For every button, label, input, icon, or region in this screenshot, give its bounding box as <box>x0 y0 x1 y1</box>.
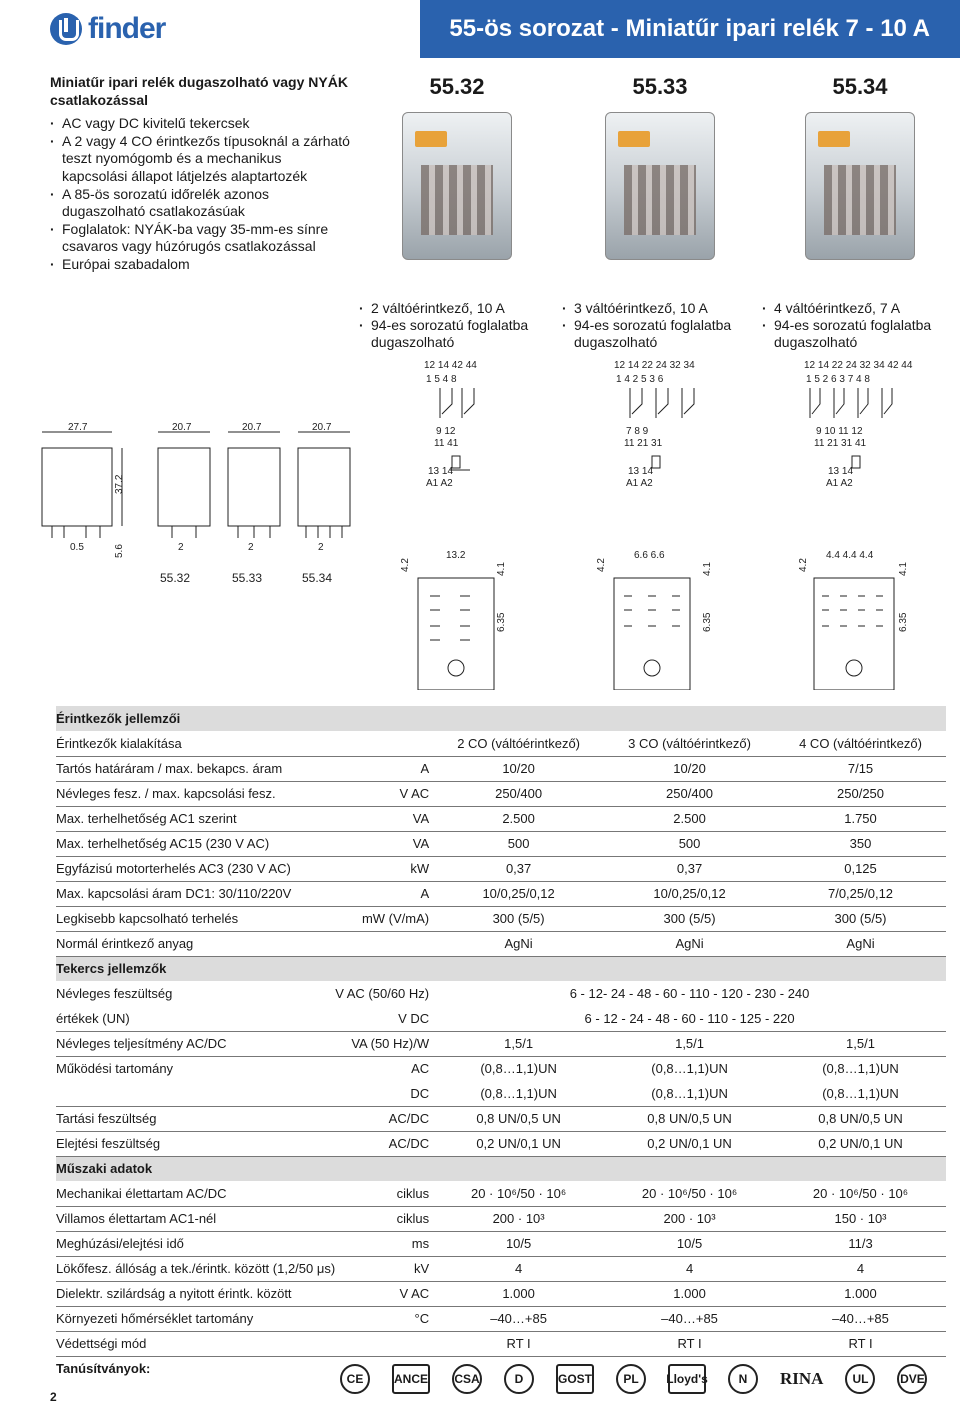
dim-label: 20.7 <box>172 422 192 433</box>
spec-unit: kV <box>335 1256 433 1281</box>
dim-label: 4.1 <box>702 562 713 576</box>
spec-value: AgNi <box>775 931 946 956</box>
terminal-labels: 11 21 31 <box>624 438 663 449</box>
dim-label: 4.2 <box>596 558 607 572</box>
dim-label: 4.2 <box>798 558 809 572</box>
spec-value: (0,8…1,1)UN <box>775 1081 946 1106</box>
spec-label <box>56 1081 335 1106</box>
spec-unit: ciklus <box>335 1206 433 1231</box>
spec-value: 10/0,25/0,12 <box>433 881 604 906</box>
spec-value: (0,8…1,1)UN <box>604 1081 775 1106</box>
spec-value: 200 · 10³ <box>433 1206 604 1231</box>
terminal-labels: 11 41 <box>434 438 459 449</box>
spec-value: AgNi <box>433 931 604 956</box>
spec-unit: VA <box>335 806 433 831</box>
spec-value: 4 <box>604 1256 775 1281</box>
spec-value: 1,5/1 <box>604 1031 775 1056</box>
spec-unit: V AC <box>335 781 433 806</box>
finder-logo-icon <box>50 13 82 45</box>
spec-value: 350 <box>775 831 946 856</box>
spec-label: Környezeti hőmérséklet tartomány <box>56 1306 335 1331</box>
spec-table <box>56 706 946 1381</box>
dim-label: 2 <box>178 542 184 553</box>
spec-label: Érintkezők kialakítása <box>56 731 335 756</box>
product-55-32 <box>357 74 557 351</box>
spec-label: Meghúzási/elejtési idő <box>56 1231 335 1256</box>
dim-label: 13.2 <box>446 550 466 561</box>
spec-value: 250/250 <box>775 781 946 806</box>
product-code: 55.33 <box>632 74 688 99</box>
spec-value: 0,2 UN/0,1 UN <box>604 1131 775 1156</box>
spec-value: RT I <box>433 1331 604 1356</box>
spec-row <box>56 981 946 1006</box>
dim-label: 20.7 <box>312 422 332 433</box>
product-code: 55.34 <box>832 74 888 99</box>
spec-row <box>56 1206 946 1231</box>
spec-value: (0,8…1,1)UN <box>433 1081 604 1106</box>
cert-logo-icon: UL <box>845 1364 875 1394</box>
spec-value: 7/15 <box>775 756 946 781</box>
cert-logo-icon: D <box>504 1364 534 1394</box>
spec-value: 1.750 <box>775 806 946 831</box>
spec-unit: kW <box>335 856 433 881</box>
page-number: 2 <box>50 1390 57 1404</box>
spec-unit: AC/DC <box>335 1131 433 1156</box>
spec-row <box>56 1331 946 1356</box>
spec-row <box>56 1131 946 1156</box>
spec-value: 10/5 <box>604 1231 775 1256</box>
spec-value: (0,8…1,1)UN <box>822 1061 899 1077</box>
terminal-labels: 1 5 2 6 3 7 4 8 <box>806 374 870 385</box>
cert-logo-icon: ANCE <box>392 1364 430 1394</box>
spec-value: 6 - 12 - 24 - 48 - 60 - 110 - 125 - 220 <box>433 1006 946 1031</box>
spec-label: Egyfázisú motorterhelés AC3 (230 V AC) <box>56 856 335 881</box>
finder-logo <box>50 12 165 46</box>
relay-photo <box>605 112 715 260</box>
cert-logo-icon: PL <box>616 1364 646 1394</box>
spec-value: 10/20 <box>433 756 604 781</box>
page-title-bar <box>420 0 960 58</box>
dim-label: 4.1 <box>496 562 507 576</box>
spec-row <box>56 1281 946 1306</box>
spec-unit: DC <box>335 1081 433 1106</box>
coil-labels: A1 A2 <box>626 478 653 489</box>
relay-photo <box>402 112 512 260</box>
terminal-labels: 12 14 42 44 <box>424 360 477 371</box>
cert-logo-icon: CSA <box>452 1364 482 1394</box>
spec-value: (0,8…1,1)UN <box>480 1061 557 1077</box>
spec-value: 7/0,25/0,12 <box>775 881 946 906</box>
spec-label: Névleges fesz. / max. kapcsolási fesz. <box>56 781 335 806</box>
coil-labels: 13 14 <box>428 466 454 477</box>
spec-label: Működési tartomány <box>56 1061 174 1077</box>
section-header <box>56 1156 946 1181</box>
intro-bullet: · A 85-ös sorozatú időrelék azonos dugaszolható csatlakozásúak <box>50 186 350 221</box>
section-title: Műszaki adatok <box>56 1156 946 1181</box>
spec-value: RT I <box>775 1331 946 1356</box>
spec-value: 500 <box>604 831 775 856</box>
cert-logo-icon: N <box>728 1364 758 1394</box>
pcb-footprint-55-33 <box>596 550 713 690</box>
spec-unit: A <box>335 756 433 781</box>
spec-unit <box>335 1331 433 1356</box>
spec-value: 10/5 <box>433 1231 604 1256</box>
spec-value: –40…+85 <box>604 1306 775 1331</box>
dim-label: 4.4 4.4 4.4 <box>826 550 874 561</box>
cert-logo-icon: CE <box>340 1364 370 1394</box>
spec-value: 2.500 <box>604 806 775 831</box>
feature-item: · 3 váltóérintkező, 10 A <box>562 300 760 317</box>
spec-value: 10/0,25/0,12 <box>604 881 775 906</box>
dim-label: 6.6 6.6 <box>634 550 665 561</box>
cert-logo-icon: DVE <box>897 1364 927 1394</box>
page-title: 55-ös sorozat - Miniatűr ipari relék 7 - 10 A <box>449 15 930 42</box>
cert-logo-icon: GOST <box>556 1364 594 1394</box>
terminal-labels: 12 14 22 24 32 34 42 44 <box>804 360 913 371</box>
coil-labels: 13 14 <box>628 466 654 477</box>
spec-value: 1.000 <box>433 1281 604 1306</box>
terminal-labels: 1 4 2 5 3 6 <box>616 374 664 385</box>
spec-label: Tartós határáram / max. bekapcs. áram <box>56 756 335 781</box>
dim-label: 27.7 <box>68 422 88 433</box>
section-header <box>56 706 946 731</box>
spec-label: Max. terhelhetőség AC15 (230 V AC) <box>56 831 335 856</box>
header-logo-area <box>0 0 420 58</box>
spec-value: (0,8…1,1)UN <box>651 1061 728 1077</box>
terminal-labels: 9 10 11 12 <box>816 426 863 437</box>
spec-unit: mW (V/mA) <box>335 906 433 931</box>
spec-unit <box>335 731 433 756</box>
dim-label: 4.2 <box>400 558 411 572</box>
spec-value: 0,125 <box>775 856 946 881</box>
spec-value: 1.000 <box>604 1281 775 1306</box>
spec-row <box>56 856 946 881</box>
spec-label: Legkisebb kapcsolható terhelés <box>56 906 335 931</box>
spec-value: 1,5/1 <box>775 1031 946 1056</box>
spec-row <box>56 1006 946 1031</box>
intro-bullet: · Európai szabadalom <box>50 256 350 274</box>
terminal-labels: 7 8 9 <box>626 426 649 437</box>
feature-item: · 4 váltóérintkező, 7 A <box>762 300 960 317</box>
spec-value: 300 (5/5) <box>433 906 604 931</box>
feature-item: · 94-es sorozatú foglalatba dugaszolható <box>562 317 760 351</box>
spec-row <box>56 1181 946 1206</box>
spec-value: 500 <box>433 831 604 856</box>
dim-label: 6.35 <box>702 612 713 632</box>
feature-item: · 2 váltóérintkező, 10 A <box>359 300 557 317</box>
spec-value: 20 · 10⁶/50 · 10⁶ <box>775 1181 946 1206</box>
spec-row <box>56 1056 946 1081</box>
cert-logo-icon: Lloyd's <box>668 1364 706 1394</box>
spec-row <box>56 831 946 856</box>
spec-label: Max. kapcsolási áram DC1: 30/110/220V <box>56 881 335 906</box>
spec-label: Névleges teljesítmény AC/DC <box>56 1031 335 1056</box>
intro-bullet: · Foglalatok: NYÁK-ba vagy 35-mm-es sínre csavaros vagy húzórugós csatlakozással <box>50 221 350 256</box>
spec-value: 300 (5/5) <box>775 906 946 931</box>
spec-row <box>56 1256 946 1281</box>
spec-value: 0,37 <box>604 856 775 881</box>
spec-unit: AC/DC <box>335 1106 433 1131</box>
feature-item: · 94-es sorozatú foglalatba dugaszolható <box>762 317 960 351</box>
certs-label: Tanúsítványok: <box>56 1361 151 1377</box>
relay-photo <box>805 112 915 260</box>
spec-value: 1,5/1 <box>433 1031 604 1056</box>
spec-row <box>56 1106 946 1131</box>
spec-value: –40…+85 <box>433 1306 604 1331</box>
spec-label: értékek (UN) <box>56 1006 335 1031</box>
dim-label: 37.2 <box>114 474 125 494</box>
spec-label: Dielektr. szilárdság a nyitott érintk. között <box>56 1281 335 1306</box>
spec-value: 0,8 UN/0,5 UN <box>775 1106 946 1131</box>
pcb-footprint-55-32 <box>400 550 507 690</box>
spec-row <box>56 806 946 831</box>
model-label: 55.32 <box>160 571 191 585</box>
pcb-footprint-55-34 <box>798 550 909 690</box>
product-55-33 <box>560 74 760 351</box>
spec-row <box>56 906 946 931</box>
spec-row <box>56 781 946 806</box>
spec-value: 2 CO (váltóérintkező) <box>433 731 604 756</box>
dimension-drawings <box>0 340 960 690</box>
spec-unit: V DC <box>335 1006 433 1031</box>
model-label: 55.34 <box>302 571 333 585</box>
spec-value: AgNi <box>604 931 775 956</box>
spec-label: Mechanikai élettartam AC/DC <box>56 1181 335 1206</box>
spec-value: 200 · 10³ <box>604 1206 775 1231</box>
spec-value: 6 - 12- 24 - 48 - 60 - 110 - 120 - 230 - 240 <box>569 986 810 1001</box>
spec-unit: V AC (50/60 Hz) <box>335 986 430 1001</box>
spec-value: 4 <box>433 1256 604 1281</box>
spec-label: Lökőfesz. állóság a tek./érintk. között (1,2/50 μs) <box>56 1256 335 1281</box>
spec-row <box>56 931 946 956</box>
spec-row <box>56 881 946 906</box>
spec-row <box>56 1231 946 1256</box>
spec-value: 0,8 UN/0,5 UN <box>604 1106 775 1131</box>
spec-value: 300 (5/5) <box>604 906 775 931</box>
terminal-labels: 11 21 31 41 <box>814 438 867 449</box>
spec-label: Villamos élettartam AC1-nél <box>56 1206 335 1231</box>
spec-unit: ciklus <box>335 1181 433 1206</box>
spec-label: Védettségi mód <box>56 1331 335 1356</box>
spec-value: 3 CO (váltóérintkező) <box>604 731 775 756</box>
spec-value: 250/400 <box>433 781 604 806</box>
spec-value: 250/400 <box>604 781 775 806</box>
product-55-34 <box>760 74 960 351</box>
dim-label: 6.35 <box>898 612 909 632</box>
spec-value: 0,8 UN/0,5 UN <box>433 1106 604 1131</box>
spec-unit <box>335 931 433 956</box>
spec-label: Elejtési feszültség <box>56 1131 335 1156</box>
spec-value: 11/3 <box>775 1231 946 1256</box>
dim-label: 6.35 <box>496 612 507 632</box>
section-title: Tekercs jellemzők <box>56 956 946 981</box>
spec-row <box>56 756 946 781</box>
relay-outline-drawing <box>42 432 350 538</box>
spec-unit: VA (50 Hz)/W <box>335 1031 433 1056</box>
model-label: 55.33 <box>232 571 263 585</box>
wiring-diagram-55-34 <box>804 360 913 489</box>
spec-unit: A <box>335 881 433 906</box>
dim-label: 2 <box>248 542 254 553</box>
spec-unit: V AC <box>335 1281 433 1306</box>
dim-label: 2 <box>318 542 324 553</box>
product-code: 55.32 <box>429 74 485 99</box>
intro-section <box>50 74 350 274</box>
wiring-diagram-55-33 <box>614 360 695 489</box>
spec-unit: VA <box>335 831 433 856</box>
spec-unit: °C <box>335 1306 433 1331</box>
dim-label: 5.6 <box>114 544 125 558</box>
spec-value: 20 · 10⁶/50 · 10⁶ <box>433 1181 604 1206</box>
spec-label: Normál érintkező anyag <box>56 931 335 956</box>
wiring-diagram-55-32 <box>424 360 477 489</box>
spec-value: 0,2 UN/0,1 UN <box>775 1131 946 1156</box>
spec-value: 4 CO (váltóérintkező) <box>775 731 946 756</box>
section-header <box>56 956 946 981</box>
spec-unit: AC <box>411 1061 430 1077</box>
intro-bullet: · AC vagy DC kivitelű tekercsek <box>50 115 350 133</box>
coil-labels: A1 A2 <box>826 478 853 489</box>
spec-row <box>56 731 946 756</box>
section-title: Érintkezők jellemzői <box>56 706 946 731</box>
cert-logo-icon: RINA <box>780 1369 824 1388</box>
spec-row <box>56 1031 946 1056</box>
spec-value: 4 <box>775 1256 946 1281</box>
dim-label: 20.7 <box>242 422 262 433</box>
feature-item: · 94-es sorozatú foglalatba dugaszolható <box>359 317 557 351</box>
spec-value: 150 · 10³ <box>775 1206 946 1231</box>
spec-value: 0,37 <box>433 856 604 881</box>
terminal-labels: 9 12 <box>436 426 456 437</box>
intro-title: Miniatűr ipari relék dugaszolható vagy NYÁK csatlakozással <box>50 74 348 108</box>
coil-labels: 13 14 <box>828 466 854 477</box>
brand-name: finder <box>88 12 166 45</box>
dim-label: 0.5 <box>70 542 84 553</box>
spec-value: 2.500 <box>433 806 604 831</box>
spec-label: Tartási feszültség <box>56 1106 335 1131</box>
spec-label: Max. terhelhetőség AC1 szerint <box>56 806 335 831</box>
spec-label: Névleges feszültség <box>56 986 173 1001</box>
spec-row <box>56 1081 946 1106</box>
spec-value: 0,2 UN/0,1 UN <box>433 1131 604 1156</box>
spec-value: –40…+85 <box>775 1306 946 1331</box>
spec-value: 20 · 10⁶/50 · 10⁶ <box>604 1181 775 1206</box>
terminal-labels: 1 5 4 8 <box>426 374 457 385</box>
intro-bullet: · A 2 vagy 4 CO érintkezős típusoknál a zárható teszt nyomógomb és a mechanikus kapcsolási állapot látjelzés alaptartozék <box>50 133 350 186</box>
dim-label: 4.1 <box>898 562 909 576</box>
coil-labels: A1 A2 <box>426 478 453 489</box>
certification-logos <box>340 1364 927 1394</box>
spec-value: RT I <box>604 1331 775 1356</box>
spec-unit: ms <box>335 1231 433 1256</box>
terminal-labels: 12 14 22 24 32 34 <box>614 360 695 371</box>
spec-value: 1.000 <box>775 1281 946 1306</box>
spec-row <box>56 1306 946 1331</box>
intro-bullet-list <box>50 115 350 273</box>
spec-value: 10/20 <box>604 756 775 781</box>
